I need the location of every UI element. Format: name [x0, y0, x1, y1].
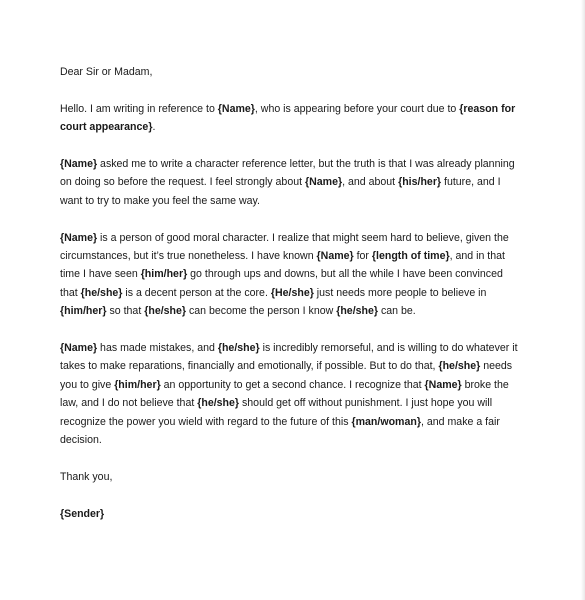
placeholder-field: {reason for court appearance} [60, 102, 516, 134]
placeholder-field: {he/she} [80, 286, 123, 299]
body-text: broke the law, and I do not believe that [60, 378, 509, 410]
placeholder-field: {length of time} [371, 250, 450, 263]
paragraph-1 [60, 100, 522, 137]
body-text: . [152, 121, 156, 134]
body-text: can become the person I know [186, 305, 337, 318]
body-text: needs you to give [60, 360, 513, 391]
placeholder-field: {man/woman} [351, 415, 421, 428]
placeholder-field: {Name} [60, 231, 98, 244]
paragraph-4 [60, 339, 522, 449]
placeholder-field: {Name} [316, 250, 354, 263]
body-text: for [353, 250, 372, 263]
body-text: asked me to write a character reference letter, but the truth is that I was already planning on doing so before the request. I feel strongly about [60, 158, 515, 189]
body-text: so that [106, 305, 145, 318]
body-text: Hello. I am writing in reference to [60, 102, 218, 115]
placeholder-field: {Name} [424, 378, 462, 391]
body-text: , and in that time I have seen [60, 250, 505, 281]
body-text: is incredibly remorseful, and is willing to do whatever it takes to make reparations, financially and emotionally, if possible. But to do that, [60, 342, 518, 373]
placeholder-field: {him/her} [140, 268, 188, 281]
salutation: Dear Sir or Madam, [60, 66, 153, 78]
body-text: future, and I want to try to make you feel the same way. [60, 176, 501, 207]
placeholder-field: {Name} [60, 342, 98, 355]
placeholder-field: {Name} [60, 158, 98, 170]
page-edge [581, 0, 585, 600]
body-text: go through ups and downs, but all the while I have been convinced that [60, 268, 503, 299]
body-text: just needs more people to believe in [313, 286, 487, 299]
placeholder-field: {he/she} [197, 397, 240, 410]
signature: {Sender} [60, 507, 105, 520]
placeholder-field: {his/her} [398, 176, 442, 189]
body-text: , and make a fair decision. [60, 415, 500, 447]
placeholder-field: {Name} [217, 102, 255, 115]
body-text: is a decent person at the core. [122, 286, 271, 299]
body-text: an opportunity to get a second chance. I recognize that [160, 378, 425, 391]
placeholder-field: {Name} [305, 176, 343, 189]
closing: Thank you, [60, 470, 113, 483]
placeholder-field: {he/she} [336, 305, 379, 318]
body-text: is a person of good moral character. I realize that might seem hard to believe, given the circumstances, but it’s true nonetheless. I have known [60, 231, 509, 263]
body-text: should get off without punishment. I just hope you will recognize the power you wield with regard to the future of this [60, 397, 493, 428]
placeholder-field: {he/she} [438, 360, 481, 373]
paragraph-2 [60, 155, 522, 210]
placeholder-field: {him/her} [60, 305, 107, 318]
placeholder-field: {he/she} [217, 342, 260, 355]
paragraph-3 [60, 229, 522, 321]
placeholder-field: {he/she} [144, 305, 187, 318]
body-text: , who is appearing before your court due to [254, 102, 460, 115]
body-text: , and about [342, 176, 399, 189]
letter-body [60, 63, 522, 541]
body-text: has made mistakes, and [97, 342, 218, 355]
body-text: can be. [378, 305, 416, 318]
placeholder-field: {him/her} [114, 378, 161, 391]
placeholder-field: {He/she} [270, 286, 314, 299]
